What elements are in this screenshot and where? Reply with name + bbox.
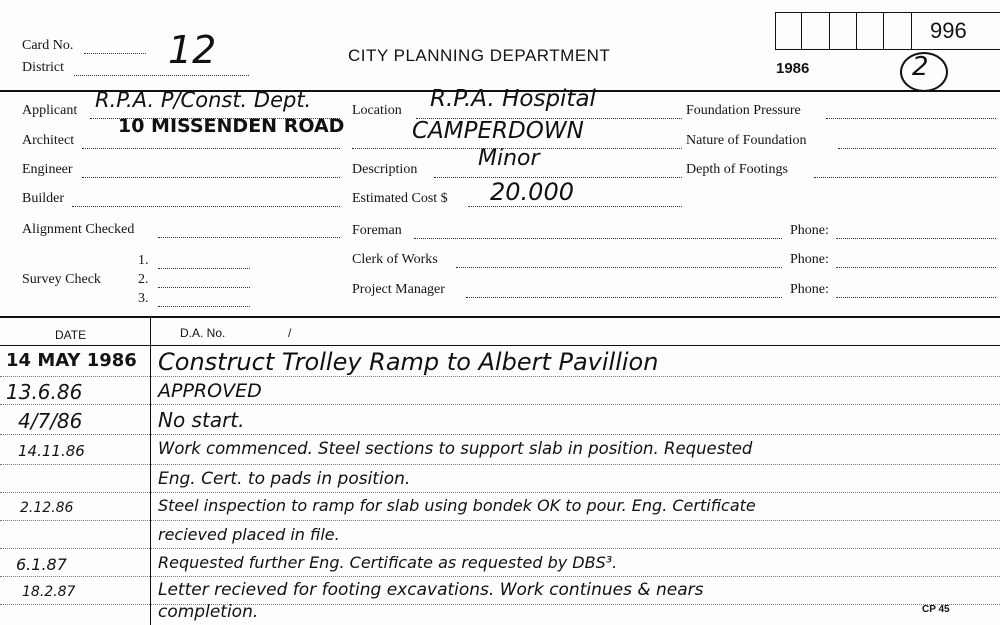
applicant-label: Applicant [22,103,78,118]
log-date: 13.6.86 [6,380,83,404]
foundation-pressure-dots [826,118,996,119]
district-label: District [22,60,64,75]
survey-dots-1 [158,268,250,269]
district-dots [74,75,249,76]
log-entry-text: Construct Trolley Ramp to Albert Pavillion [158,348,659,376]
architect-dots [82,148,340,149]
clerk-label: Clerk of Works [352,252,438,267]
log-entry-text: APPROVED [158,380,262,402]
phone-dots-2 [836,267,996,268]
estimated-cost-dots [468,206,682,207]
description-label: Description [352,162,418,177]
builder-dots [72,206,340,207]
log-date: 6.1.87 [16,555,67,574]
architect-label: Architect [22,133,75,148]
date-column-divider [150,318,151,625]
log-date: 4/7/86 [18,409,83,433]
row-line [0,492,1000,493]
box-divider [911,13,912,49]
project-manager-label: Project Manager [352,282,445,297]
survey-label: Survey Check [22,272,101,287]
table-header-rule [0,345,1000,346]
estimated-cost-label: Estimated Cost $ [352,191,448,206]
engineer-dots [82,177,340,178]
row-line [0,404,1000,405]
phone-dots-1 [836,238,996,239]
location-value-2: CAMPERDOWN [412,118,584,144]
project-manager-dots [466,297,782,298]
engineer-label: Engineer [22,162,73,177]
card-no-value: 12 [168,28,217,72]
survey-item-3: 3. [138,291,149,306]
location-value: R.P.A. Hospital [430,86,596,112]
applicant-value: R.P.A. P/Const. Dept. [95,88,312,112]
log-date: 14 MAY 1986 [6,350,137,371]
depth-footings-dots [814,177,996,178]
row-line [0,548,1000,549]
builder-label: Builder [22,191,64,206]
log-entry-text: Steel inspection to ramp for slab using bondek OK to pour. Eng. Certificate [158,496,756,515]
year-label: 1986 [776,60,810,77]
date-column-header: DATE [55,328,87,342]
location-label: Location [352,103,402,118]
row-line [0,376,1000,377]
survey-dots-2 [158,287,250,288]
clerk-dots [456,267,782,268]
estimated-cost-value: 20.000 [490,178,574,206]
foreman-dots [414,238,782,239]
survey-dots-3 [158,306,250,307]
box-divider [829,13,830,49]
phone-dots-3 [836,297,996,298]
phone-label-1: Phone: [790,223,829,238]
row-line [0,464,1000,465]
nature-foundation-label: Nature of Foundation [686,133,807,148]
log-date: 2.12.86 [20,500,74,516]
phone-label-3: Phone: [790,282,829,297]
nature-foundation-dots [838,148,996,149]
foreman-label: Foreman [352,223,402,238]
log-entry-text: Work commenced. Steel sections to support slab in position. Requested [158,439,753,458]
box-divider [801,13,802,49]
circled-number: 2 [912,52,929,82]
phone-label-2: Phone: [790,252,829,267]
log-entry-text: completion. [158,602,259,622]
log-entry-text: Eng. Cert. to pads in position. [158,469,411,489]
department-title: CITY PLANNING DEPARTMENT [348,46,611,65]
log-entry-text: Letter recieved for footing excavations. Work continues & nears [158,580,704,600]
box-divider [883,13,884,49]
row-line [0,434,1000,435]
alignment-dots [158,237,340,238]
log-date: 14.11.86 [18,442,85,460]
row-line [0,520,1000,521]
form-code: CP 45 [922,604,950,615]
foundation-pressure-label: Foundation Pressure [686,103,801,118]
row-line [0,604,1000,605]
row-line [0,576,1000,577]
card-no-label: Card No. [22,38,74,53]
log-date: 18.2.87 [22,584,76,600]
card-no-dots [84,53,146,54]
box-divider [856,13,857,49]
depth-footings-label: Depth of Footings [686,162,788,177]
survey-item-1: 1. [138,253,149,268]
da-number-slash: / [288,326,292,340]
survey-item-2: 2. [138,272,149,287]
log-entry-text: No start. [158,408,245,432]
alignment-label: Alignment Checked [22,222,135,237]
architect-value: 10 MISSENDEN ROAD [118,115,345,137]
file-number: 996 [930,18,967,43]
log-entry-text: Requested further Eng. Certificate as requested by DBS³. [158,553,618,572]
log-entry-text: recieved placed in file. [158,525,340,544]
da-number-header: D.A. No. [180,326,226,340]
description-value: Minor [478,146,540,171]
